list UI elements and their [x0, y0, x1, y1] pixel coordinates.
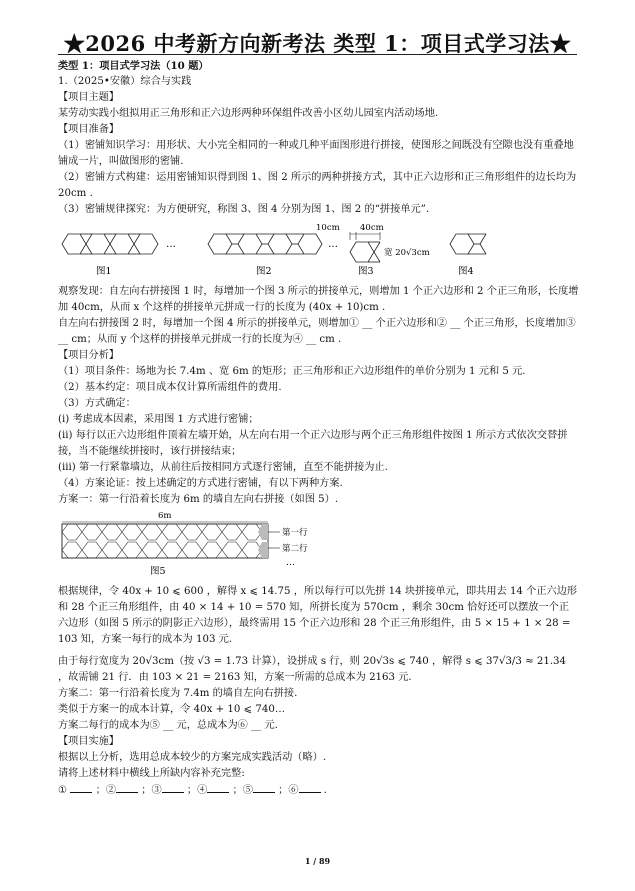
figure-4-unit: [450, 234, 486, 254]
para: (ii) 每行以正六边形组件顶着左墙开始，从左向右用一个正六边形与两个正三角形组件按图 1 所示方式依次交替拼接，当不能继续拼接时，该行拼接结束；: [58, 430, 568, 457]
para: 【项目分析】: [58, 350, 120, 361]
page-content: [58, 58, 579, 799]
tiling-figures-svg: [58, 224, 579, 282]
figure-1-label: 图1: [96, 266, 112, 277]
para: （3）方式确定：: [58, 398, 136, 409]
answer-blank-2[interactable]: [116, 782, 138, 793]
para: （4）方案论证：按上述确定的方式进行密铺，有以下两种方案.: [58, 478, 343, 489]
figure-5-label: 图5: [150, 566, 166, 576]
para: 方案二：第一行沿着长度为 7.4m 的墙自左向右拼接.: [58, 688, 298, 699]
figure-1-tiling: [62, 234, 158, 254]
figures-1-4: [58, 224, 579, 282]
para: 请将上述材料中横线上所缺内容补充完整:: [58, 768, 245, 779]
para: （1）密铺知识学习：用形状、大小完全相同的一种或几种平面图形进行拼接，使图形之间既没有空隙也没有重叠地铺成一片，叫做图形的密铺.: [58, 140, 574, 167]
para: 类似于方案一的成本计算，令 40x + 10 ⩽ 740…: [58, 704, 286, 715]
figure-2-ellipsis: …: [328, 239, 338, 250]
title-divider: [58, 54, 577, 55]
page-title: ★2026 中考新方向新考法 类型 1：项目式学习法★: [63, 31, 572, 56]
row-1-label: 第一行: [282, 528, 308, 538]
answer-blank-3[interactable]: [162, 782, 184, 793]
figure-5-ellipsis: …: [286, 558, 295, 568]
figure-1-ellipsis: …: [166, 239, 176, 250]
para: 【项目准备】: [58, 124, 120, 135]
para: （2）密铺方式构建：运用密铺知识得到图 1、图 2 所示的两种拼接方式，其中正六边形和正三角形组件的边长均为 20cm .: [58, 172, 577, 199]
dimension-10cm: 10cm: [316, 224, 340, 233]
para: 【项目实施】: [58, 736, 120, 747]
para: 观察发现：自左向右拼接图 1 时，每增加一个图 3 所示的拼接单元，则增加 1 个正六边形和 2 个正三角形，长度增加 40cm，从而 x 个这样的拼接单元拼成一行的长度为 (40x + 10)cm .: [58, 286, 579, 313]
page-number: 1 / 89: [304, 856, 331, 866]
dimension-width: 宽 20√3cm: [384, 248, 430, 258]
figure-5-svg: [58, 510, 358, 576]
para: 方案一：第一行沿着长度为 6m 的墙自左向右拼接（如图 5）.: [58, 494, 339, 505]
figure-3-unit: [350, 232, 380, 262]
para: 根据以上分析，选用总成本较少的方案完成实践活动（略）.: [58, 752, 327, 763]
dimension-6m: 6m: [158, 511, 172, 521]
figure-3-label: 图3: [358, 266, 374, 277]
answer-blank-6[interactable]: [299, 782, 321, 793]
answer-line: ① ；② ；③ ；④ ；⑤ ；⑥ .: [58, 782, 579, 799]
para: （3）密铺规律探究：为方便研究，称图 3、图 4 分别为图 1、图 2 的“拼接单元”.: [58, 204, 430, 215]
answer-blank-4[interactable]: [207, 782, 229, 793]
para: （1）项目条件：场地为长 7.4m 、宽 6m 的矩形；正三角形和正六边形组件的单价分别为 1 元和 5 元.: [58, 366, 526, 377]
para: 由于每行宽度为 20√3cm（按 √3 = 1.73 计算），设拼成 s 行，则 20√3s ⩽ 740 ，解得 s ⩽ 37√3/3 ≈ 21.34 ，故需铺 21 行．由 103 × 21 = 2163 知，方案一所需的总成本为 2163 元.: [58, 656, 567, 683]
para: 自左向右拼接图 2 时，每增加一个图 4 所示的拼接单元，则增加① __ 个正六边形和② __ 个正三角形，长度增加③ __ cm；从而 y 个这样的拼接单元拼成一行的长度为④ __ cm .: [58, 318, 576, 345]
para: 【项目主题】: [58, 92, 120, 103]
figure-2-tiling: [208, 234, 322, 254]
para: (i) 考虑成本因素，采用图 1 方式进行密铺；: [58, 414, 259, 425]
para: （2）基本约定：项目成本仅计算所需组件的费用.: [58, 382, 282, 393]
figure-5: [58, 510, 579, 576]
figure-2-label: 图2: [256, 266, 272, 277]
section-heading: 类型 1：项目式学习法（10 题）: [58, 60, 209, 72]
question-intro: 1.（2025•安徽）综合与实践: [58, 76, 192, 87]
answer-blank-5[interactable]: [253, 782, 275, 793]
para: 方案二每行的成本为⑤ __ 元，总成本为⑥ __ 元.: [58, 720, 278, 731]
para: 某劳动实践小组拟用正三角形和正六边形两种环保组件改善小区幼儿园室内活动场地.: [58, 108, 439, 119]
row-2-label: 第二行: [282, 544, 308, 554]
dimension-40cm: 40cm: [360, 224, 384, 233]
figure-4-label: 图4: [458, 266, 474, 277]
answer-blank-1[interactable]: [70, 782, 92, 793]
para: (iii) 第一行紧靠墙边，从前往后按相同方式逐行密铺，直至不能拼接为止.: [58, 462, 388, 473]
para: 根据规律，令 40x + 10 ⩽ 600 ，解得 x ⩽ 14.75 ，所以每行可以先拼 14 块拼接单元，即共用去 14 个正六边形和 28 个正三角形组件，由 40 × 14 + 10 = 570 知，所拼长度为 570cm ，剩余 30cm 恰好还可以摆放一个正六边形（如图 5 所示的阴影正六边形），最终需用 15 个正六边形和 28 个正三角形组件，由 5 × 15 + 1 × 28 = 103 知，方案一每行的成本为 103 元.: [58, 586, 578, 645]
